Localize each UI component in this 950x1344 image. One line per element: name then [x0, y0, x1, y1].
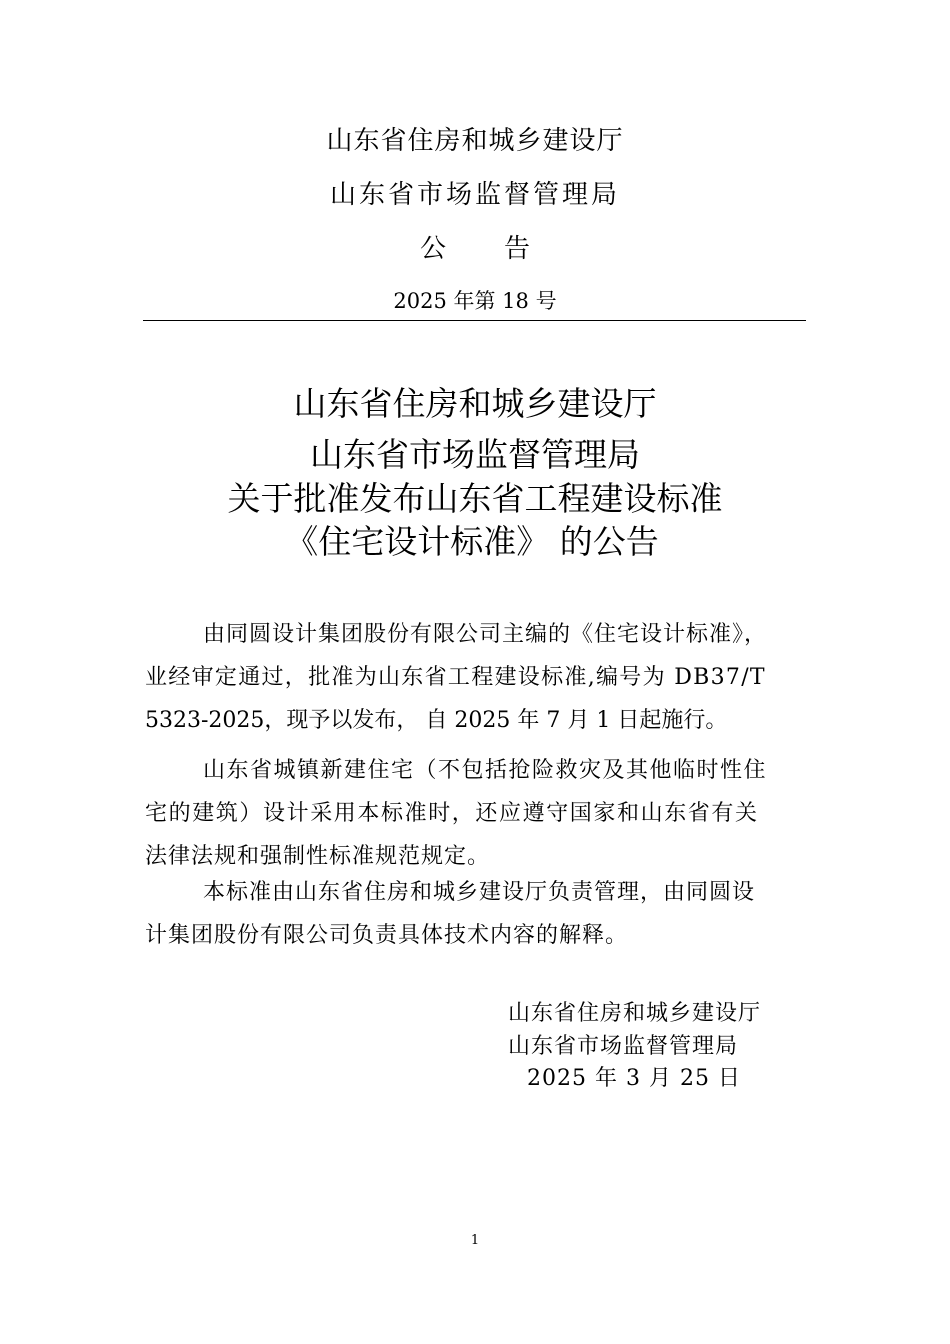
title-line-2: 山东省市场监督管理局 [310, 435, 640, 474]
announcement-char-2: 告 [504, 234, 531, 264]
signature-issuer-2: 山东省市场监督管理局 [508, 1034, 739, 1059]
paragraph-3-line-1: 本标准由山东省住房和城乡建设厅负责管理，由同圆设 [203, 880, 756, 905]
paragraph-2-line-3: 法律法规和强制性标准规范规定。 [145, 844, 491, 869]
header-divider [143, 320, 806, 321]
paragraph-3-line-2: 计集团股份有限公司负责具体技术内容的解释。 [145, 923, 629, 948]
paragraph-2-line-1: 山东省城镇新建住宅（不包括抢险救灾及其他临时性住 [203, 758, 768, 783]
signature-issuer-1: 山东省住房和城乡建设厅 [508, 1001, 762, 1026]
title-line-3: 关于批准发布山东省工程建设标准 [227, 479, 723, 518]
announcement-number: 2025 年第 18 号 [393, 289, 557, 313]
paragraph-2-line-2: 宅的建筑）设计采用本标准时，还应遵守国家和山东省有关 [145, 801, 759, 826]
announcement-char-1: 公 [419, 234, 446, 264]
signature-date: 2025 年 3 月 25 日 [527, 1066, 741, 1091]
paragraph-1-line-2: 业经审定通过，批准为山东省工程建设标准,编号为 DB37/T [145, 665, 766, 690]
paragraph-1-line-3: 5323-2025，现予以发布， 自 2025 年 7 月 1 日起施行。 [145, 708, 728, 733]
title-line-4: 《住宅设计标准》 的公告 [285, 522, 659, 561]
header-issuer-1: 山东省住房和城乡建设厅 [326, 126, 624, 156]
page-number: 1 [470, 1233, 480, 1248]
header-issuer-2: 山东省市场监督管理局 [329, 180, 620, 210]
announcement-heading [0, 232, 950, 266]
title-line-1: 山东省住房和城乡建设厅 [293, 384, 657, 423]
paragraph-1-line-1: 由同圆设计集团股份有限公司主编的《住宅设计标准》， [203, 622, 768, 647]
